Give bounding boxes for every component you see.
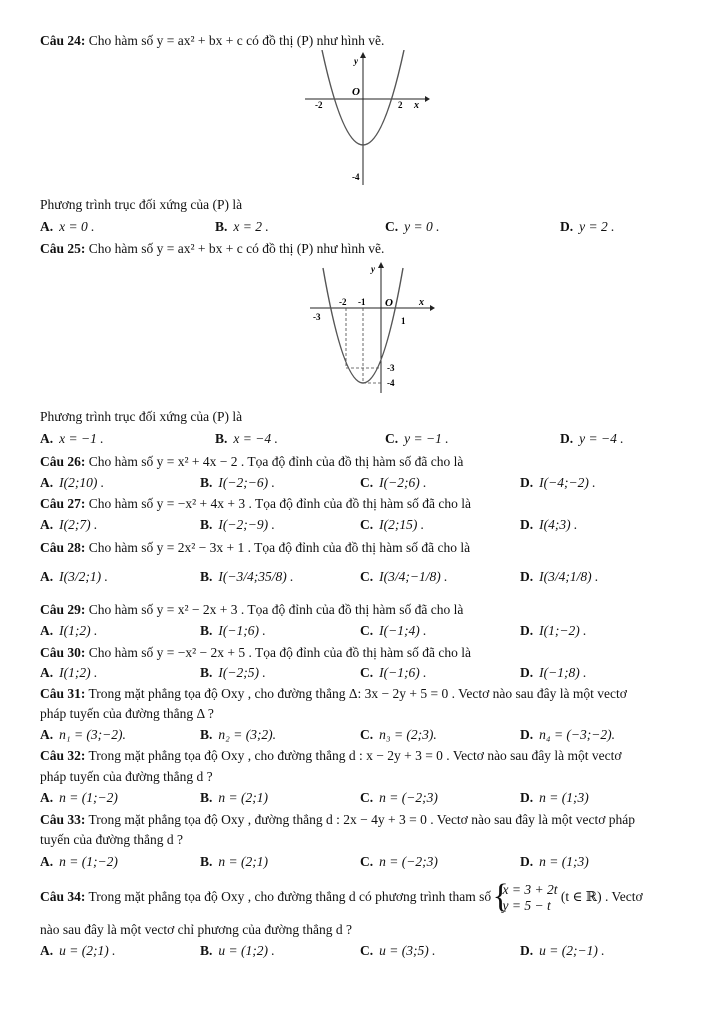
options-28: [40, 568, 705, 586]
question-32-stem2: pháp tuyến của đường thẳng d ?: [40, 769, 213, 784]
options-26: [40, 474, 705, 492]
question-32: [40, 748, 705, 764]
question-label: Câu 29:: [40, 602, 86, 617]
question-label: Câu 25:: [40, 241, 86, 256]
question-28: [40, 540, 705, 556]
option-a[interactable]: A. n = (1;−2): [40, 790, 118, 805]
question-stem: Trong mặt phẳng tọa độ Oxy , cho đường thẳng Δ: 3x − 2y + 5 = 0 . Vectơ nào sau đây là một vectơ: [88, 686, 627, 701]
question-label: Câu 24:: [40, 33, 86, 48]
question-label: Câu 30:: [40, 645, 86, 660]
option-d[interactable]: D. n = (1;3): [520, 854, 589, 869]
options-27: [40, 516, 705, 534]
tick-y-neg4: -4: [387, 378, 395, 388]
question-27: [40, 496, 705, 512]
option-b[interactable]: B. n = (2;1): [200, 854, 268, 869]
options-32: [40, 789, 705, 807]
option-b[interactable]: B. I(−2;5) .: [200, 665, 266, 680]
tick-neg4: -4: [352, 172, 360, 182]
parabola-graph-25: [305, 258, 435, 398]
question-26: [40, 454, 705, 470]
tick-neg3: -3: [313, 312, 321, 322]
option-a[interactable]: A. I(2;7) .: [40, 517, 98, 532]
tick-neg2: -2: [339, 297, 347, 307]
tick-y-neg3: -3: [387, 363, 395, 373]
option-a[interactable]: A. x = −1 .: [40, 431, 104, 446]
option-a[interactable]: A. n = (1;−2): [40, 854, 118, 869]
question-24-prompt: Phương trình trục đối xứng của (P) là: [40, 197, 243, 212]
y-axis-arrow-icon: [378, 262, 384, 268]
option-c[interactable]: C. n = (−2;3): [360, 790, 438, 805]
options-34: [40, 942, 705, 960]
option-c[interactable]: C. I(−1;6) .: [360, 665, 427, 680]
option-b[interactable]: B. I(−2;−9) .: [200, 517, 275, 532]
origin-label: O: [385, 297, 393, 309]
system-line-1: { x = 3 + 2t: [502, 881, 558, 897]
option-b[interactable]: B. I(−1;6) .: [200, 623, 266, 638]
option-b[interactable]: B. n₂ = (3;2).: [200, 727, 277, 742]
option-c[interactable]: C. u = (3;5) .: [360, 943, 436, 958]
question-25-prompt: Phương trình trục đối xứng của (P) là: [40, 409, 243, 424]
option-b[interactable]: B. x = −4 .: [215, 431, 278, 446]
option-b[interactable]: B. n = (2;1): [200, 790, 268, 805]
question-33: [40, 812, 705, 828]
parabola-graph-24: [300, 50, 430, 190]
question-stem: Trong mặt phẳng tọa độ Oxy , cho đường thẳng d có phương trình tham số: [88, 889, 492, 904]
tick-neg2: -2: [315, 100, 323, 110]
option-a[interactable]: A. x = 0 .: [40, 219, 95, 234]
option-d[interactable]: D. n₄ = (−3;−2).: [520, 727, 616, 742]
options-33: [40, 853, 705, 871]
question-stem: Cho hàm số y = ax² + bx + c có đồ thị (P) như hình vẽ.: [88, 241, 385, 256]
options-31: [40, 726, 705, 744]
option-c[interactable]: C. I(−1;4) .: [360, 623, 427, 638]
option-c[interactable]: C. I(−2;6) .: [360, 475, 427, 490]
question-stem: Cho hàm số y = −x² − 2x + 5 . Tọa độ đỉnh của đồ thị hàm số đã cho là: [88, 645, 471, 660]
y-label: y: [371, 264, 375, 274]
option-c[interactable]: C. n₃ = (2;3).: [360, 727, 437, 742]
option-d[interactable]: D. I(1;−2) .: [520, 623, 587, 638]
question-label: Câu 34:: [40, 889, 86, 904]
options-30: [40, 664, 705, 682]
option-c[interactable]: C. I(3/4;−1/8) .: [360, 569, 448, 584]
question-label: Câu 28:: [40, 540, 86, 555]
question-stem: Cho hàm số y = −x² + 4x + 3 . Tọa độ đỉnh của đồ thị hàm số đã cho là: [88, 496, 471, 511]
options-29: [40, 622, 705, 640]
question-stem: Cho hàm số y = x² − 2x + 3 . Tọa độ đỉnh của đồ thị hàm số đã cho là: [88, 602, 464, 617]
option-d[interactable]: D. I(4;3) .: [520, 517, 578, 532]
tick-neg1: -1: [358, 297, 366, 307]
option-b[interactable]: B. u = (1;2) .: [200, 943, 275, 958]
question-stem: Trong mặt phẳng tọa độ Oxy , đường thẳng d : 2x − 4y + 3 = 0 . Vectơ nào sau đây là một vectơ pháp: [88, 812, 636, 827]
question-24: [40, 33, 705, 49]
question-34: [40, 880, 705, 914]
options-25: [40, 430, 705, 448]
option-a[interactable]: A. u = (2;1) .: [40, 943, 116, 958]
y-axis-arrow-icon: [360, 52, 366, 58]
option-c[interactable]: C. I(2;15) .: [360, 517, 425, 532]
question-label: Câu 33:: [40, 812, 86, 827]
question-34-stem2: nào sau đây là một vectơ chỉ phương của đường thẳng d ?: [40, 922, 352, 937]
x-label: x: [414, 100, 419, 111]
x-axis-arrow-icon: [425, 96, 430, 102]
x-label: x: [419, 297, 424, 308]
option-a[interactable]: A. n₁ = (3;−2).: [40, 727, 126, 742]
tick-pos1: 1: [401, 316, 406, 326]
option-b[interactable]: B. x = 2 .: [215, 219, 269, 234]
tick-pos2: 2: [398, 100, 403, 110]
option-d[interactable]: D. I(−4;−2) .: [520, 475, 596, 490]
x-axis-arrow-icon: [430, 305, 435, 311]
question-33-stem2: tuyến của đường thẳng d ?: [40, 832, 184, 847]
option-a[interactable]: A. I(1;2) .: [40, 623, 98, 638]
system-line-2: y = 5 − t: [502, 897, 551, 913]
question-stem: Cho hàm số y = ax² + bx + c có đồ thị (P) như hình vẽ.: [88, 33, 385, 48]
option-b[interactable]: B. I(−3/4;35/8) .: [200, 569, 294, 584]
y-label: y: [354, 56, 358, 66]
origin-label: O: [352, 86, 360, 98]
question-label: Câu 32:: [40, 748, 86, 763]
question-29: [40, 602, 705, 618]
question-stem: Trong mặt phẳng tọa độ Oxy , cho đường thẳng d : x − 2y + 3 = 0 . Vectơ nào sau đây là một vectơ: [88, 748, 622, 763]
option-c[interactable]: C. n = (−2;3): [360, 854, 438, 869]
option-a[interactable]: A. I(1;2) .: [40, 665, 98, 680]
option-c[interactable]: C. y = 0 .: [385, 219, 440, 234]
option-a[interactable]: A. I(3/2;1) .: [40, 569, 108, 584]
option-d[interactable]: D. y = 2 .: [560, 219, 615, 234]
option-d[interactable]: D. n = (1;3): [520, 790, 589, 805]
option-b[interactable]: B. I(−2;−6) .: [200, 475, 275, 490]
question-30: [40, 645, 705, 661]
question-label: Câu 26:: [40, 454, 86, 469]
option-d[interactable]: D. I(3/4;1/8) .: [520, 569, 599, 584]
question-stem: Cho hàm số y = 2x² − 3x + 1 . Tọa độ đỉnh của đồ thị hàm số đã cho là: [88, 540, 471, 555]
question-25: [40, 241, 705, 257]
option-d[interactable]: D. u = (2;−1) .: [520, 943, 605, 958]
option-d[interactable]: D. I(−1;8) .: [520, 665, 587, 680]
question-label: Câu 31:: [40, 686, 86, 701]
option-d[interactable]: D. y = −4 .: [560, 431, 624, 446]
question-stem: Cho hàm số y = x² + 4x − 2 . Tọa độ đỉnh của đồ thị hàm số đã cho là: [88, 454, 464, 469]
parameter-domain: (t ∈ ℝ) . Vectơ: [560, 889, 643, 904]
options-24: [40, 218, 705, 236]
question-31-stem2: pháp tuyến của đường thẳng Δ ?: [40, 706, 214, 721]
option-c[interactable]: C. y = −1 .: [385, 431, 449, 446]
question-31: [40, 686, 705, 702]
parametric-system: [495, 882, 558, 914]
question-label: Câu 27:: [40, 496, 86, 511]
option-a[interactable]: A. I(2;10) .: [40, 475, 105, 490]
